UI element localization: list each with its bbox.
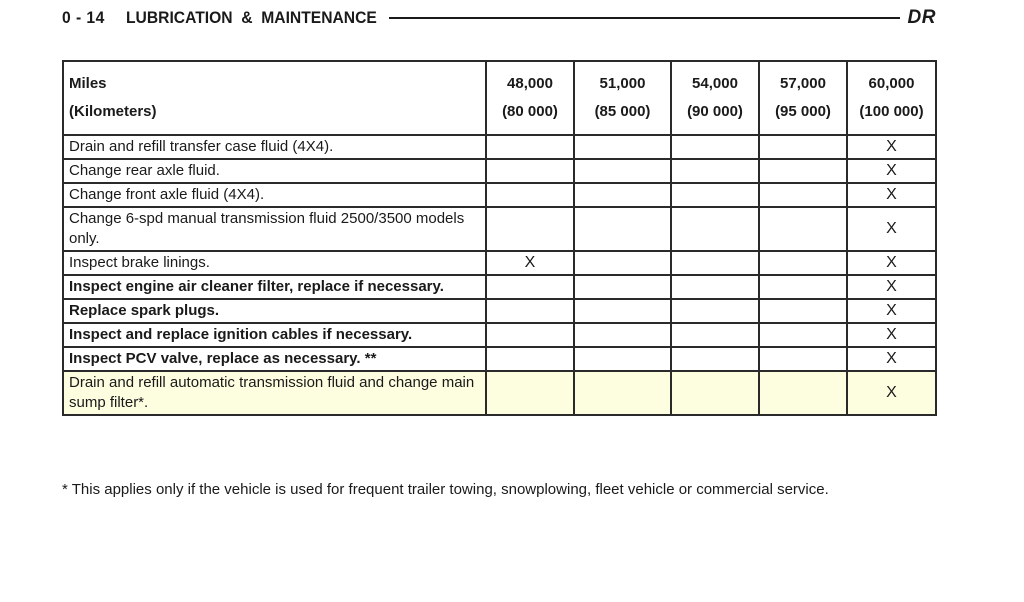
mark-cell xyxy=(759,275,847,299)
brand-code: DR xyxy=(907,7,936,28)
mark-cell xyxy=(759,323,847,347)
task-cell: Inspect brake linings. xyxy=(63,251,486,275)
task-cell: Replace spark plugs. xyxy=(63,299,486,323)
mark-cell: X xyxy=(847,347,936,371)
interval-km: (80 000) xyxy=(502,103,558,120)
interval-header-cell xyxy=(486,61,574,135)
interval-miles: 60,000 xyxy=(868,75,915,92)
mark-cell: X xyxy=(847,299,936,323)
mark-cell xyxy=(574,251,671,275)
mark-cell xyxy=(486,207,574,251)
table-row xyxy=(63,323,936,347)
task-cell: Change front axle fluid (4X4). xyxy=(63,183,486,207)
interval-miles: 57,000 xyxy=(780,75,826,92)
mark-cell xyxy=(486,299,574,323)
table-header-row xyxy=(63,61,936,135)
mark-cell: X xyxy=(847,183,936,207)
task-cell: Drain and refill automatic transmission fluid and change main sump filter*. xyxy=(63,371,486,415)
mark-cell xyxy=(486,371,574,415)
interval-header-cell xyxy=(574,61,671,135)
mark-cell: X xyxy=(486,251,574,275)
mark-cell xyxy=(759,347,847,371)
interval-header-cell xyxy=(671,61,759,135)
table-row xyxy=(63,275,936,299)
mark-cell xyxy=(574,299,671,323)
miles-header-cell xyxy=(63,61,486,135)
section-title: LUBRICATION & MAINTENANCE xyxy=(126,8,378,27)
interval-miles: 51,000 xyxy=(599,75,646,92)
mark-cell xyxy=(759,299,847,323)
mark-cell xyxy=(759,207,847,251)
mark-cell: X xyxy=(847,159,936,183)
mark-cell xyxy=(671,299,759,323)
interval-km: (100 000) xyxy=(859,103,924,120)
maintenance-schedule-table xyxy=(62,60,937,416)
mark-cell xyxy=(574,371,671,415)
task-cell: Inspect and replace ignition cables if necessary. xyxy=(63,323,486,347)
interval-header-cell xyxy=(847,61,936,135)
interval-miles: 48,000 xyxy=(507,75,553,92)
mark-cell xyxy=(671,183,759,207)
page-header xyxy=(62,6,936,30)
table-row xyxy=(63,251,936,275)
mark-cell xyxy=(671,371,759,415)
mark-cell: X xyxy=(847,135,936,159)
table-row xyxy=(63,159,936,183)
task-cell: Inspect engine air cleaner filter, replace if necessary. xyxy=(63,275,486,299)
interval-km: (95 000) xyxy=(775,103,831,120)
page-number: 0 - 14 xyxy=(62,8,105,27)
table-row xyxy=(63,299,936,323)
task-cell: Change 6-spd manual transmission fluid 2500/3500 models only. xyxy=(63,207,486,251)
interval-km: (85 000) xyxy=(594,103,651,120)
table-row xyxy=(63,135,936,159)
table-row xyxy=(63,207,936,251)
header-rule xyxy=(389,17,899,19)
mark-cell xyxy=(759,371,847,415)
interval-header-cell xyxy=(759,61,847,135)
mark-cell xyxy=(486,275,574,299)
mark-cell xyxy=(574,183,671,207)
interval-miles: 54,000 xyxy=(692,75,738,92)
mark-cell: X xyxy=(847,371,936,415)
table-row xyxy=(63,371,936,415)
footnote: * This applies only if the vehicle is used for frequent trailer towing, snowplowing, fleet vehicle or commercial service. xyxy=(62,481,829,498)
mark-cell xyxy=(759,251,847,275)
mark-cell xyxy=(574,347,671,371)
task-cell: Inspect PCV valve, replace as necessary. ** xyxy=(63,347,486,371)
mark-cell xyxy=(671,207,759,251)
miles-label: Miles xyxy=(69,75,107,92)
mark-cell xyxy=(671,159,759,183)
task-cell: Change rear axle fluid. xyxy=(63,159,486,183)
mark-cell xyxy=(574,207,671,251)
mark-cell: X xyxy=(847,251,936,275)
mark-cell xyxy=(574,323,671,347)
mark-cell: X xyxy=(847,323,936,347)
mark-cell xyxy=(486,159,574,183)
kilometers-label: (Kilometers) xyxy=(69,103,157,120)
interval-km: (90 000) xyxy=(687,103,743,120)
mark-cell xyxy=(574,159,671,183)
task-cell: Drain and refill transfer case fluid (4X4). xyxy=(63,135,486,159)
mark-cell xyxy=(671,251,759,275)
table-row xyxy=(63,347,936,371)
mark-cell xyxy=(486,183,574,207)
table-row xyxy=(63,183,936,207)
mark-cell xyxy=(671,347,759,371)
mark-cell: X xyxy=(847,275,936,299)
mark-cell xyxy=(671,275,759,299)
mark-cell xyxy=(486,135,574,159)
mark-cell xyxy=(486,323,574,347)
mark-cell xyxy=(574,275,671,299)
mark-cell xyxy=(671,323,759,347)
mark-cell xyxy=(486,347,574,371)
mark-cell xyxy=(671,135,759,159)
mark-cell xyxy=(759,159,847,183)
mark-cell xyxy=(574,135,671,159)
mark-cell xyxy=(759,183,847,207)
mark-cell: X xyxy=(847,207,936,251)
mark-cell xyxy=(759,135,847,159)
